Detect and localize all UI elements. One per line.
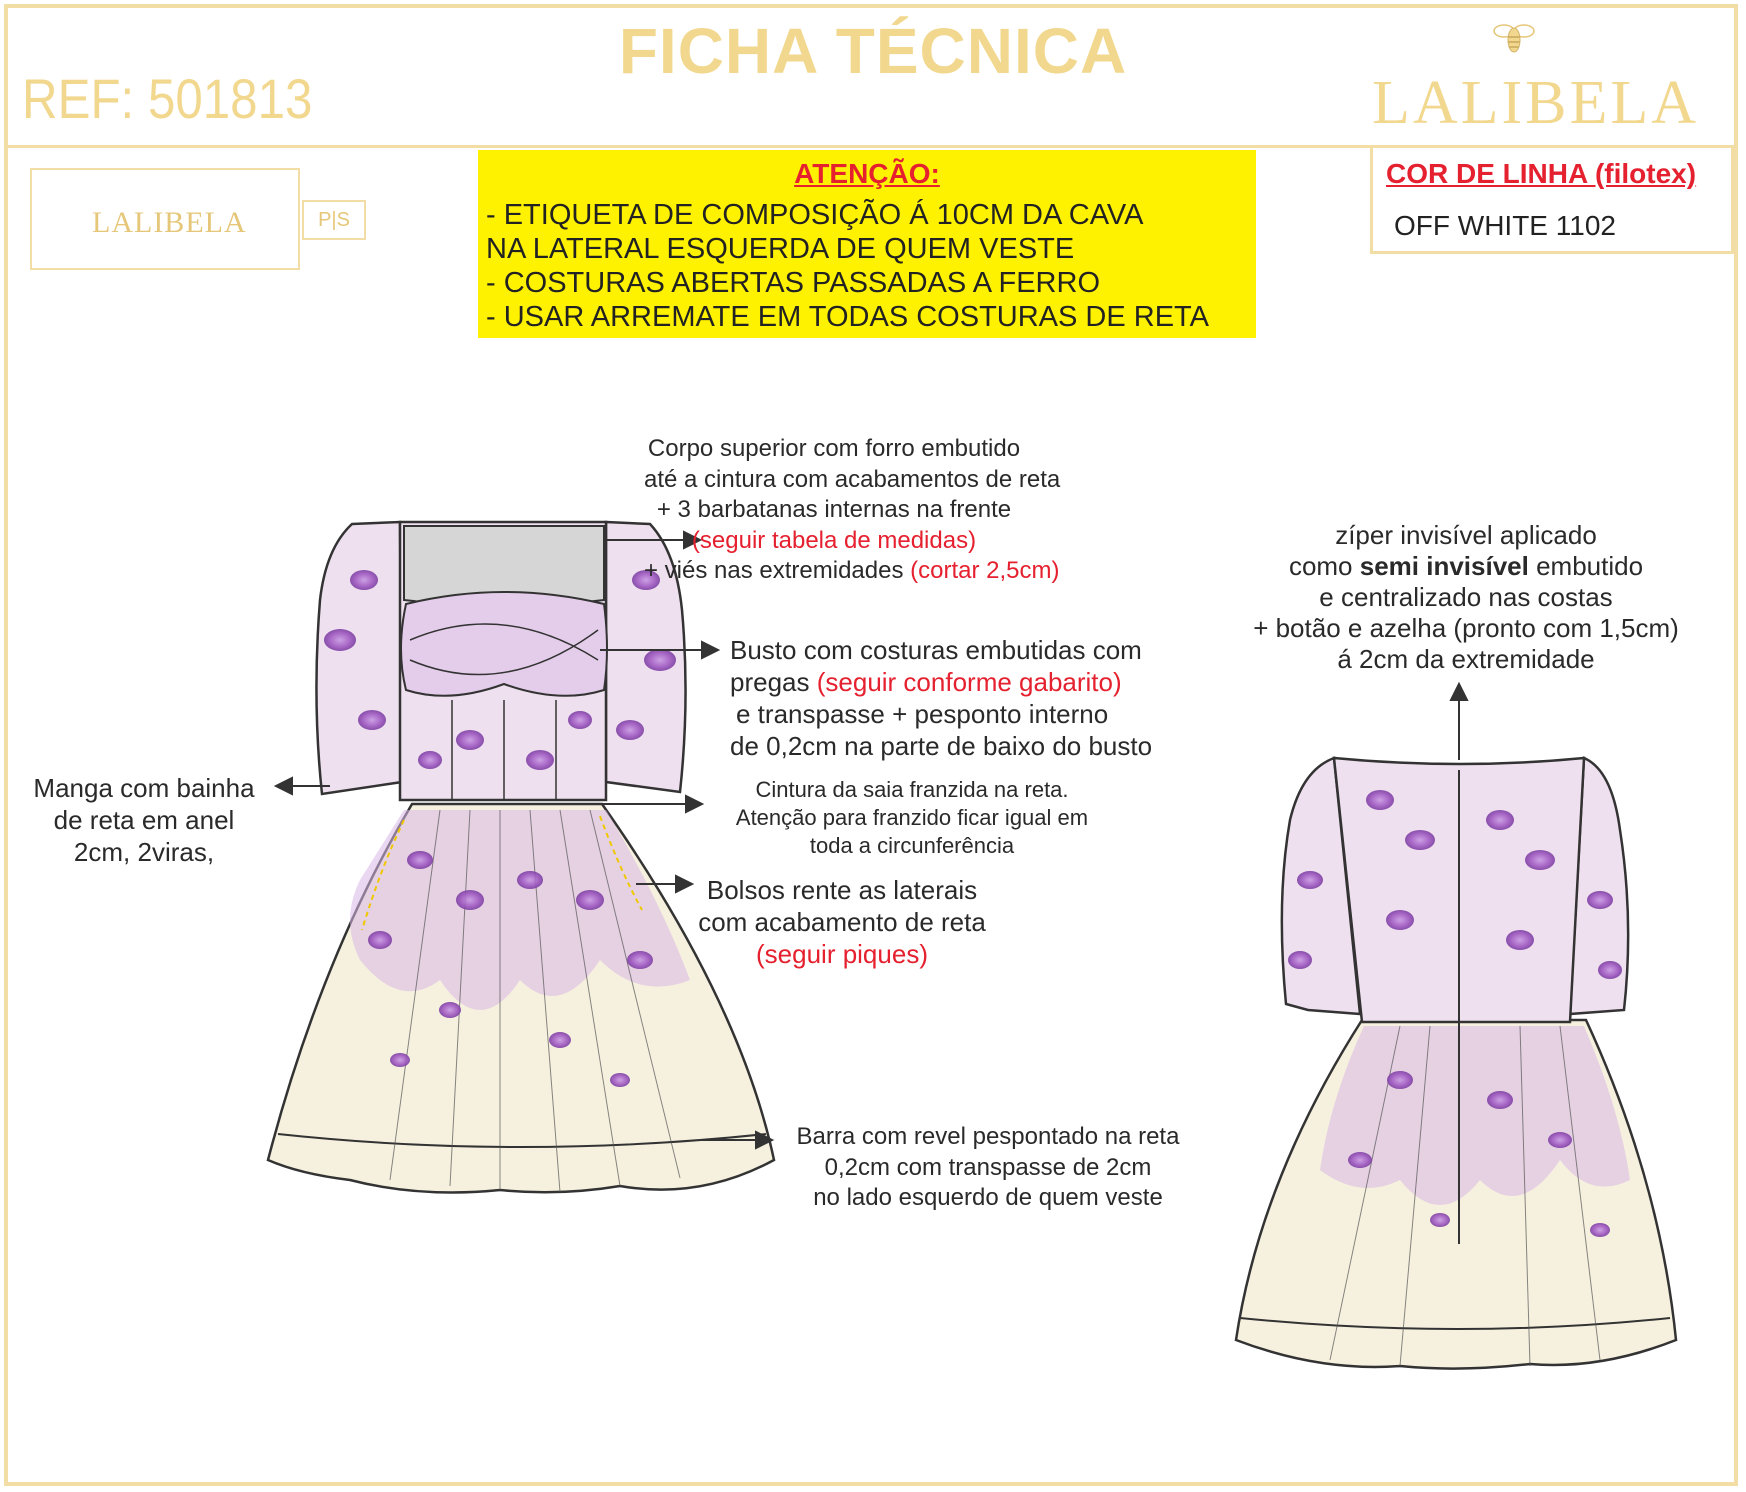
note-line: embutido (1528, 551, 1644, 581)
note-line: Manga com bainha (33, 773, 255, 803)
thread-color-value: OFF WHITE 1102 (1394, 210, 1616, 241)
note-line: no lado esquerdo de quem veste (813, 1184, 1163, 1211)
note-line: á 2cm da extremidade (1337, 644, 1595, 674)
note-line: Cintura da saia franzida na reta. (755, 777, 1069, 802)
attention-line: - ETIQUETA DE COMPOSIÇÃO Á 10CM DA CAVA (486, 199, 1144, 231)
attention-line: - COSTURAS ABERTAS PASSADAS A FERRO (486, 267, 1100, 299)
care-label-brand: LALIBELA (92, 206, 247, 239)
attention-title: ATENÇÃO: (794, 158, 940, 189)
front-left-sleeve (316, 522, 402, 794)
note-line-red: (seguir conforme gabarito) (816, 667, 1122, 697)
back-skirt-print (1320, 1026, 1630, 1205)
note-line: toda a circunferência (809, 833, 1015, 858)
note-line: Barra com revel pespontado na reta (796, 1123, 1180, 1150)
note-line: zíper invisível aplicado (1335, 520, 1597, 550)
front-dress (268, 522, 774, 1192)
front-skirt-print (350, 810, 690, 1010)
note-line: e centralizado nas costas (1319, 582, 1613, 612)
note-line: + botão e azelha (pronto com 1,5cm) (1253, 613, 1679, 643)
note-waist (704, 776, 1120, 860)
front-bust-twist (401, 592, 607, 696)
note-line: Bolsos rente as laterais (706, 875, 978, 905)
page-title: FICHA TÉCNICA (618, 15, 1128, 87)
note-line-red: (cortar 2,5cm) (910, 557, 1060, 584)
note-line: Corpo superior com forro embutido (647, 435, 1021, 462)
note-line-bold: semi invisível (1359, 551, 1529, 581)
reference-number: REF: 501813 (22, 67, 313, 130)
note-line: + viés nas extremidades (644, 557, 911, 584)
note-line: Atenção para franzido ficar igual em (735, 805, 1089, 830)
note-line: com acabamento de reta (698, 907, 986, 937)
note-line: pregas (730, 667, 817, 697)
note-line: 2cm, 2viras, (73, 837, 215, 867)
care-label-size: P|S (302, 200, 366, 240)
note-line: Busto com costuras embutidas com (730, 635, 1142, 665)
brand-logo: LALIBELA (1372, 69, 1700, 137)
note-zipper (1228, 520, 1704, 675)
note-line: até a cintura com acabamentos de reta (644, 465, 1061, 493)
note-pockets (684, 874, 1000, 970)
note-line: + 3 barbatanas internas na frente (656, 496, 1012, 523)
note-line: 0,2cm com transpasse de 2cm (824, 1153, 1152, 1181)
note-bust (730, 634, 1152, 762)
attention-line: - USAR ARREMATE EM TODAS COSTURAS DE RETA (486, 301, 1209, 333)
note-line-red: (seguir tabela de medidas) (691, 526, 977, 554)
note-upper-body (644, 434, 1061, 587)
note-line: e transpasse + pesponto interno (736, 699, 1109, 729)
note-line-red: (seguir piques) (756, 939, 928, 969)
note-line: de 0,2cm na parte de baixo do busto (730, 731, 1153, 761)
thread-color-title: COR DE LINHA (filotex) (1386, 158, 1697, 189)
note-hem (776, 1122, 1200, 1214)
note-line: de reta em anel (53, 805, 235, 835)
back-dress (1236, 758, 1676, 1369)
note-sleeve (16, 772, 272, 868)
attention-line: NA LATERAL ESQUERDA DE QUEM VESTE (486, 233, 1075, 265)
note-line: como (1288, 551, 1360, 581)
